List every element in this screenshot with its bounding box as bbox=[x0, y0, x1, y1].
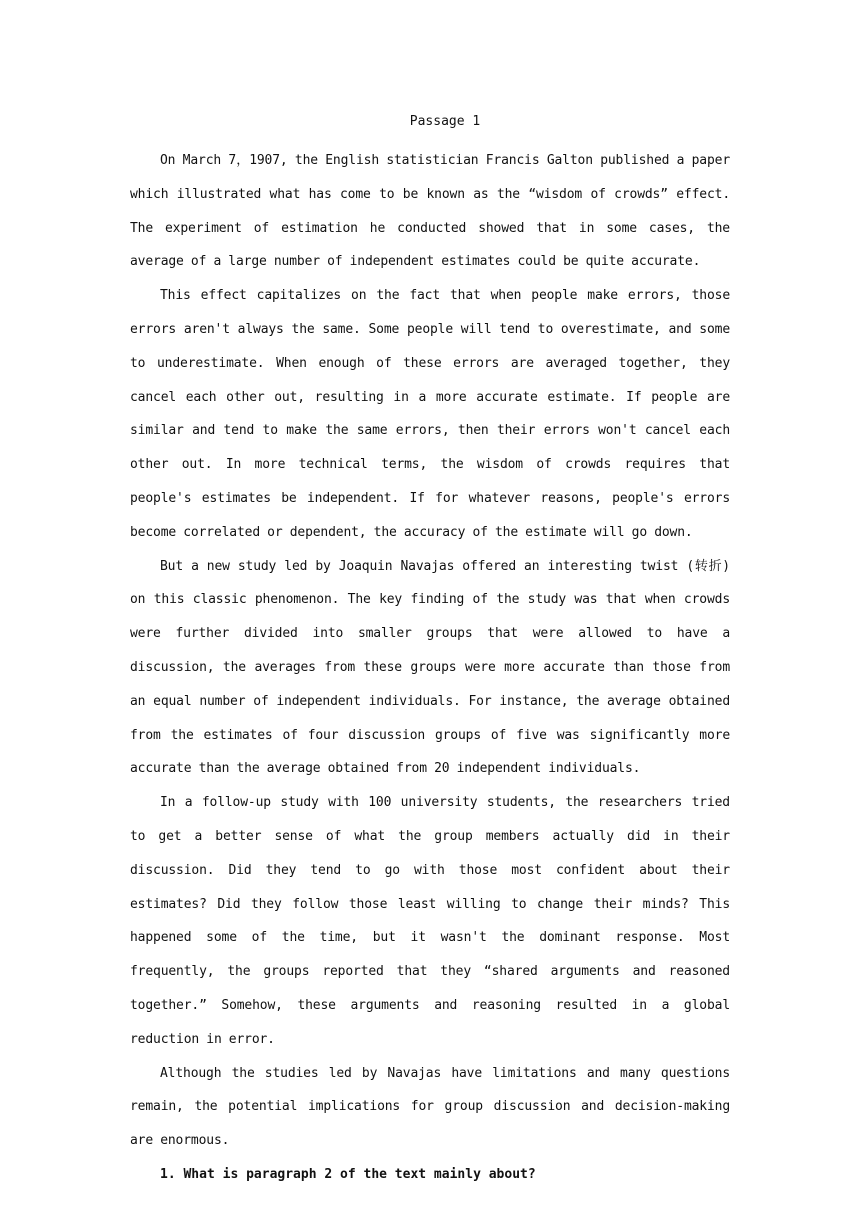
paragraph-3: But a new study led by Joaquin Navajas offered an interesting twist (转折) on this classic phenomenon. The key finding of the study was that when crowds were further divided into smaller groups that were allowed to have a discussion, the averages from these groups were more accurate than those from an equal number of independent individuals. For instance, the average obtained from the estimates of four discussion groups of five was significantly more accurate than the average obtained from 20 independent individuals. bbox=[130, 558, 730, 777]
paragraph-5: Although the studies led by Navajas have limitations and many questions remain, the potential implications for group discussion and decision-making are enormous. bbox=[130, 1065, 730, 1149]
paragraph-4: In a follow-up study with 100 university students, the researchers tried to get a better sense of what the group members actually did in their discussion. Did they tend to go with those most confident about their estimates? Did they follow those least willing to change their minds? This happened some of the time, but it wasn't the dominant response. Most frequently, the groups reported that they “shared arguments and reasoned together.” Somehow, these arguments and reasoning resulted in a global reduction in error. bbox=[130, 795, 730, 1047]
paragraph-1: On March 7，1907, the English statistician Francis Galton published a paper which illustrated what has come to be known as the “wisdom of crowds” effect. The experiment of estimation he conducted showed that in some cases, the average of a large number of independent estimates could be quite accurate. bbox=[130, 153, 730, 270]
question-1: 1. What is paragraph 2 of the text mainly about? bbox=[160, 1166, 536, 1182]
paragraph-2: This effect capitalizes on the fact that when people make errors, those errors aren't always the same. Some people will tend to overestimate, and some to underestimate. When enough of these errors are averaged together, they cancel each other out, resulting in a more accurate estimate. If people are similar and tend to make the same errors, then their errors won't cancel each other out. In more technical terms, the wisdom of crowds requires that people's estimates be independent. If for whatever reasons, people's errors become correlated or dependent, the accuracy of the estimate will go down. bbox=[130, 288, 730, 540]
passage-body bbox=[130, 144, 730, 1192]
passage-title: Passage 1 bbox=[409, 114, 481, 129]
